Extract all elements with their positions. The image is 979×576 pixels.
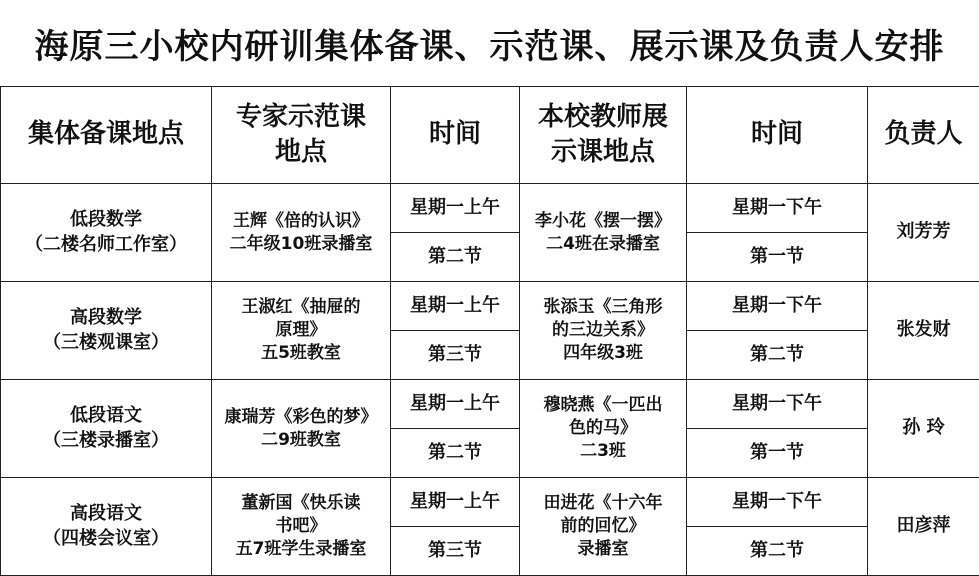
expert-lesson-cell: 董新国《快乐读 书吧》 五7班学生录播室 xyxy=(212,478,391,576)
teacher-lesson-cell: 田进花《十六年 前的回忆》 录播室 xyxy=(520,478,687,576)
teacher-lesson-cell: 张添玉《三角形 的三边关系》 四年级3班 xyxy=(520,282,687,380)
expert-lesson-cell: 康瑞芳《彩色的梦》 二9班教室 xyxy=(212,380,391,478)
time1-day-cell: 星期一上午 xyxy=(391,282,520,331)
page-title: 海原三小校内研训集体备课、示范课、展示课及负责人安排 xyxy=(34,26,945,67)
time1-day-cell: 星期一上午 xyxy=(391,478,520,527)
time1-period-cell: 第三节 xyxy=(391,527,520,576)
time1-day-cell: 星期一上午 xyxy=(391,184,520,233)
header-expert-location: 专家示范课 地点 xyxy=(212,87,391,184)
time2-day-cell: 星期一下午 xyxy=(687,380,868,429)
group-location-cell: 高段数学 （三楼观课室） xyxy=(1,282,212,380)
owner-cell: 孙 玲 xyxy=(868,380,979,478)
time2-period-cell: 第一节 xyxy=(687,233,868,282)
header-group-location: 集体备课地点 xyxy=(1,87,212,184)
expert-lesson-cell: 王辉《倍的认识》 二年级10班录播室 xyxy=(212,184,391,282)
time2-day-cell: 星期一下午 xyxy=(687,184,868,233)
group-location-cell: 高段语文 （四楼会议室） xyxy=(1,478,212,576)
time1-period-cell: 第三节 xyxy=(391,331,520,380)
group-location-cell: 低段数学 （二楼名师工作室） xyxy=(1,184,212,282)
table-row xyxy=(1,380,979,429)
teacher-lesson-cell: 李小花《摆一摆》 二4班在录播室 xyxy=(520,184,687,282)
teacher-lesson-cell: 穆晓燕《一匹出 色的马》 二3班 xyxy=(520,380,687,478)
time1-day-cell: 星期一上午 xyxy=(391,380,520,429)
owner-cell: 田彦萍 xyxy=(868,478,979,576)
time2-period-cell: 第二节 xyxy=(687,527,868,576)
header-owner: 负责人 xyxy=(868,87,979,184)
owner-cell: 刘芳芳 xyxy=(868,184,979,282)
expert-lesson-cell: 王淑红《抽屉的 原理》 五5班教室 xyxy=(212,282,391,380)
time1-period-cell: 第二节 xyxy=(391,429,520,478)
time2-day-cell: 星期一下午 xyxy=(687,282,868,331)
time1-period-cell: 第二节 xyxy=(391,233,520,282)
time2-period-cell: 第一节 xyxy=(687,429,868,478)
header-time-1: 时间 xyxy=(391,87,520,184)
group-location-cell: 低段语文 （三楼录播室） xyxy=(1,380,212,478)
table-row xyxy=(1,478,979,527)
time2-period-cell: 第二节 xyxy=(687,331,868,380)
header-row xyxy=(1,87,979,184)
time2-day-cell: 星期一下午 xyxy=(687,478,868,527)
header-teacher-location: 本校教师展 示课地点 xyxy=(520,87,687,184)
schedule-table xyxy=(0,86,979,576)
table-row xyxy=(1,282,979,331)
header-time-2: 时间 xyxy=(687,87,868,184)
table-row xyxy=(1,184,979,233)
owner-cell: 张发财 xyxy=(868,282,979,380)
